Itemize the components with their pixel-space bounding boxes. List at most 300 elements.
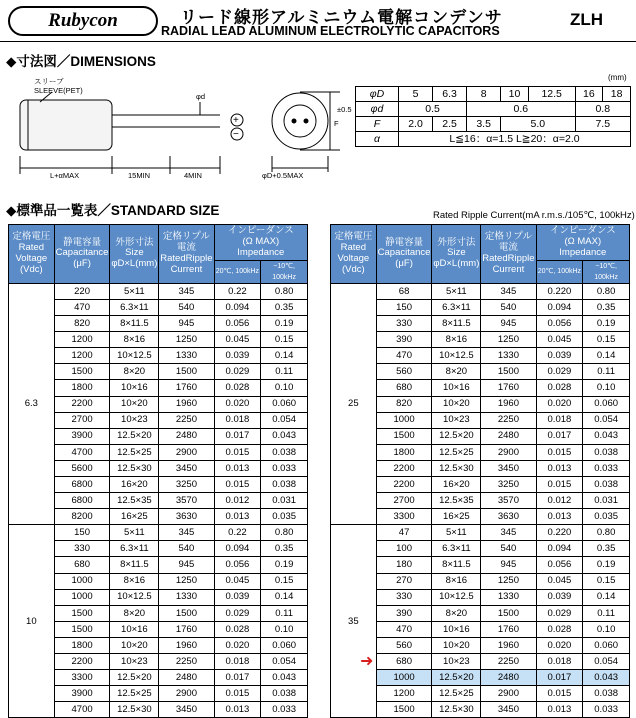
table-cell: 1250: [159, 573, 214, 589]
table-cell: 1000: [54, 589, 110, 605]
table-cell: 0.14: [583, 589, 630, 605]
table-cell: 12.5×25: [432, 444, 481, 460]
table-cell: 12.5×35: [110, 493, 159, 509]
tolerance-label: ±0.5: [337, 105, 352, 114]
voltage-cell: 6.3: [9, 283, 55, 524]
table-cell: 10×23: [110, 654, 159, 670]
table-cell: 2900: [481, 444, 536, 460]
table-cell: 345: [481, 283, 536, 299]
cell: 8: [467, 87, 501, 102]
sleeve-label-jp: スリーブ: [34, 77, 64, 86]
table-cell: 16×25: [110, 509, 159, 525]
ripple-current-note: Rated Ripple Current(mA r.m.s./105℃, 100kHz): [433, 210, 635, 221]
l-alpha-max-label: L+αMAX: [50, 171, 80, 180]
table-cell: 3450: [159, 460, 214, 476]
cell: 0.5: [399, 102, 467, 117]
table-cell: 8×11.5: [110, 557, 159, 573]
table-cell: 945: [159, 557, 214, 573]
table-cell: 0.054: [583, 654, 630, 670]
table-row: [331, 348, 630, 364]
table-cell: 4700: [54, 702, 110, 718]
table-cell: 8×11.5: [432, 557, 481, 573]
table-cell: 2200: [54, 654, 110, 670]
table-cell: 2250: [481, 654, 536, 670]
table-cell: 12.5×20: [110, 428, 159, 444]
table-row: [9, 637, 308, 653]
cell: 18: [603, 87, 631, 102]
table-cell: 10×20: [432, 637, 481, 653]
table-row: [331, 509, 630, 525]
table-cell: 1960: [481, 637, 536, 653]
table-cell: 12.5×20: [432, 428, 481, 444]
table-row: [331, 557, 630, 573]
table-row: [9, 493, 308, 509]
table-cell: 1000: [376, 412, 432, 428]
table-cell: 6800: [54, 493, 110, 509]
table-cell: 2200: [376, 476, 432, 492]
table-cell: 0.017: [214, 428, 261, 444]
table-cell: 0.039: [214, 589, 261, 605]
cell: 7.5: [575, 117, 630, 132]
table-cell: 3900: [54, 686, 110, 702]
unit-mm: (mm): [608, 73, 627, 82]
table-cell: 3250: [481, 476, 536, 492]
table-row: [9, 589, 308, 605]
table-cell: 0.15: [583, 332, 630, 348]
table-row: [331, 493, 630, 509]
table-cell: 6.3×11: [110, 541, 159, 557]
table-cell: 0.013: [214, 509, 261, 525]
dia-max-label: φD+0.5MAX: [262, 171, 304, 180]
table-cell: 0.80: [261, 283, 308, 299]
table-cell: 5600: [54, 460, 110, 476]
table-cell: 12.5×30: [110, 460, 159, 476]
cell: 3.5: [467, 117, 501, 132]
table-cell: 0.028: [536, 621, 583, 637]
table-cell: 0.035: [583, 509, 630, 525]
table-cell: 47: [376, 525, 432, 541]
table-cell: 0.220: [536, 283, 583, 299]
table-cell: 10×20: [110, 396, 159, 412]
table-cell: 0.018: [214, 412, 261, 428]
table-cell: 0.19: [583, 316, 630, 332]
table-cell: 10×23: [110, 412, 159, 428]
table-cell: 0.19: [261, 316, 308, 332]
table-cell: 8×11.5: [432, 316, 481, 332]
table-row: [331, 621, 630, 637]
table-cell: 0.045: [214, 332, 261, 348]
table-cell: 1500: [376, 702, 432, 718]
table-row: [9, 380, 308, 396]
table-cell: 0.013: [536, 509, 583, 525]
table-cell: 6.3×11: [110, 299, 159, 315]
ripple-header: 定格リプル 電流 RatedRipple Current: [159, 225, 214, 284]
table-cell: 0.015: [536, 476, 583, 492]
table-cell: 0.029: [536, 605, 583, 621]
table-row: [331, 589, 630, 605]
table-cell: 0.013: [536, 702, 583, 718]
table-cell: 6.3×11: [432, 299, 481, 315]
table-cell: 345: [159, 283, 214, 299]
table-cell: 0.029: [214, 605, 261, 621]
table-cell: 0.018: [536, 654, 583, 670]
table-cell: 1800: [376, 444, 432, 460]
table-cell: 10×23: [432, 654, 481, 670]
table-cell: 2900: [481, 686, 536, 702]
table-cell: 3450: [159, 702, 214, 718]
table-cell: 0.80: [583, 525, 630, 541]
table-cell: 150: [376, 299, 432, 315]
table-cell: 10×12.5: [110, 348, 159, 364]
table-row: [331, 637, 630, 653]
table-cell: 8200: [54, 509, 110, 525]
table-cell: 0.060: [261, 396, 308, 412]
table-cell: 12.5×30: [432, 702, 481, 718]
table-cell: 0.033: [261, 702, 308, 718]
table-cell: 0.15: [261, 332, 308, 348]
table-cell: 3630: [159, 509, 214, 525]
table-cell: 0.031: [583, 493, 630, 509]
table-cell: 8×16: [432, 573, 481, 589]
table-cell: 0.045: [214, 573, 261, 589]
table-cell: 470: [54, 299, 110, 315]
table-row: [331, 686, 630, 702]
title-japanese: リード線形アルミニウム電解コンデンサ: [180, 8, 503, 27]
cell: 2.0: [399, 117, 433, 132]
table-cell: 390: [376, 605, 432, 621]
minus-sign: −: [233, 129, 239, 140]
table-cell: 0.031: [261, 493, 308, 509]
table-cell: 6800: [54, 476, 110, 492]
table-cell: 0.043: [261, 670, 308, 686]
table-cell: 0.029: [536, 364, 583, 380]
table-cell: 390: [376, 332, 432, 348]
table-cell: 0.028: [536, 380, 583, 396]
size-header: 外形寸法 Size φD×L(mm): [110, 225, 159, 284]
table-cell: 1960: [159, 396, 214, 412]
table-cell: 12.5×25: [110, 444, 159, 460]
standard-table-right: [330, 224, 630, 718]
header-rule: [0, 41, 636, 42]
table-cell: 3300: [54, 670, 110, 686]
table-cell: 3300: [376, 509, 432, 525]
table-cell: 12.5×25: [110, 686, 159, 702]
table-row: [331, 428, 630, 444]
table-cell: 0.15: [261, 573, 308, 589]
table-cell: 12.5×20: [432, 670, 481, 686]
table-cell: 1330: [481, 589, 536, 605]
row-head: φd: [356, 102, 399, 117]
table-row: [331, 412, 630, 428]
cell: 2.5: [433, 117, 467, 132]
table-cell: 1500: [159, 605, 214, 621]
table-cell: 0.10: [261, 380, 308, 396]
table-cell: 4700: [54, 444, 110, 460]
table-cell: 8×16: [110, 573, 159, 589]
impedance-header: インピーダンス (Ω MAX) Impedance: [214, 225, 307, 261]
table-row: [9, 332, 308, 348]
table-cell: 16×20: [110, 476, 159, 492]
table-cell: 2480: [159, 670, 214, 686]
table-cell: 2900: [159, 686, 214, 702]
table-cell: 0.35: [583, 299, 630, 315]
table-cell: 0.22: [214, 525, 261, 541]
table-cell: 0.056: [214, 557, 261, 573]
table-cell: 0.013: [536, 460, 583, 476]
table-cell: 1250: [481, 573, 536, 589]
table-cell: 820: [54, 316, 110, 332]
table-cell: 5×11: [110, 525, 159, 541]
table-cell: 0.038: [583, 476, 630, 492]
table-row: [331, 460, 630, 476]
sleeve-label-en: SLEEVE(PET): [34, 86, 83, 95]
table-cell: 1330: [159, 589, 214, 605]
table-cell: 945: [159, 316, 214, 332]
table-cell: 0.015: [536, 444, 583, 460]
table-cell: 1800: [54, 637, 110, 653]
table-cell: 0.012: [214, 493, 261, 509]
table-cell: 0.033: [261, 460, 308, 476]
table-cell: 0.35: [583, 541, 630, 557]
table-row: [331, 670, 630, 686]
voltage-header: 定格電圧 Rated Voltage (Vdc): [331, 225, 377, 284]
table-row: [331, 316, 630, 332]
table-cell: 0.013: [214, 702, 261, 718]
table-cell: 1500: [54, 605, 110, 621]
table-cell: 0.35: [261, 541, 308, 557]
table-cell: 0.017: [536, 670, 583, 686]
size-header: 外形寸法 Size φD×L(mm): [432, 225, 481, 284]
table-cell: 0.15: [583, 573, 630, 589]
table-cell: 0.015: [536, 686, 583, 702]
table-cell: 16×20: [432, 476, 481, 492]
table-row: [9, 460, 308, 476]
table-row: [9, 686, 308, 702]
table-cell: 10×16: [110, 621, 159, 637]
cell: L≦16：α=1.5 L≧20：α=2.0: [399, 132, 631, 147]
table-cell: 12.5×25: [432, 686, 481, 702]
table-cell: 0.028: [214, 621, 261, 637]
table-row: [9, 621, 308, 637]
table-cell: 0.020: [214, 637, 261, 653]
table-row: [331, 396, 630, 412]
table-cell: 0.19: [261, 557, 308, 573]
table-cell: 10×20: [110, 637, 159, 653]
table-cell: 0.017: [536, 428, 583, 444]
row-head: α: [356, 132, 399, 147]
table-cell: 0.045: [536, 332, 583, 348]
table-row: [331, 299, 630, 315]
table-cell: 0.80: [583, 283, 630, 299]
row-phi-D: [356, 87, 631, 102]
row-alpha: [356, 132, 631, 147]
impedance-20c-header: 20℃, 100kHz: [536, 261, 583, 284]
table-cell: 0.043: [583, 670, 630, 686]
table-cell: 0.017: [214, 670, 261, 686]
table-cell: 12.5×30: [110, 702, 159, 718]
table-cell: 1500: [159, 364, 214, 380]
table-cell: 0.054: [583, 412, 630, 428]
table-cell: 0.056: [536, 316, 583, 332]
table-row: [331, 476, 630, 492]
table-row: [331, 332, 630, 348]
table-cell: 1960: [159, 637, 214, 653]
row-F: [356, 117, 631, 132]
table-cell: 0.11: [583, 605, 630, 621]
table-cell: 0.018: [214, 654, 261, 670]
table-cell: 3250: [159, 476, 214, 492]
table-cell: 1960: [481, 396, 536, 412]
dimensions-table: [355, 86, 631, 147]
f-label: F: [334, 119, 339, 128]
table-cell: 2480: [481, 670, 536, 686]
table-cell: 10×23: [432, 412, 481, 428]
table-cell: 0.038: [583, 686, 630, 702]
table-cell: 10×12.5: [110, 589, 159, 605]
table-cell: 0.220: [536, 525, 583, 541]
table-row: [9, 283, 308, 299]
table-cell: 1250: [159, 332, 214, 348]
table-cell: 1500: [54, 621, 110, 637]
cell: 10: [501, 87, 529, 102]
table-cell: 0.056: [214, 316, 261, 332]
table-row: [9, 654, 308, 670]
table-cell: 0.14: [261, 589, 308, 605]
table-cell: 3450: [481, 702, 536, 718]
voltage-header: 定格電圧 Rated Voltage (Vdc): [9, 225, 55, 284]
table-cell: 1760: [481, 380, 536, 396]
impedance-m10c-header: −10℃, 100kHz: [261, 261, 308, 284]
table-row: [331, 283, 630, 299]
table-cell: 0.039: [536, 589, 583, 605]
table-cell: 1250: [481, 332, 536, 348]
table-row: [9, 412, 308, 428]
table-row: [331, 444, 630, 460]
table-cell: 270: [376, 573, 432, 589]
table-cell: 10×16: [432, 621, 481, 637]
table-cell: 8×11.5: [110, 316, 159, 332]
table-cell: 2700: [54, 412, 110, 428]
cell: 0.8: [575, 102, 630, 117]
table-cell: 0.015: [214, 476, 261, 492]
table-cell: 345: [159, 525, 214, 541]
table-cell: 0.060: [583, 637, 630, 653]
table-cell: 0.028: [214, 380, 261, 396]
table-cell: 540: [159, 541, 214, 557]
table-cell: 10×20: [432, 396, 481, 412]
table-cell: 0.020: [214, 396, 261, 412]
table-cell: 1500: [481, 605, 536, 621]
table-cell: 1500: [54, 364, 110, 380]
table-cell: 2480: [481, 428, 536, 444]
table-cell: 100: [376, 541, 432, 557]
table-cell: 5×11: [432, 283, 481, 299]
table-cell: 0.043: [583, 428, 630, 444]
capacitance-header: 静電容量 Capacitance (μF): [376, 225, 432, 284]
table-cell: 1800: [54, 380, 110, 396]
table-row: [9, 670, 308, 686]
table-cell: 2200: [54, 396, 110, 412]
table-row: [9, 573, 308, 589]
table-row: [9, 444, 308, 460]
table-cell: 1330: [481, 348, 536, 364]
table-cell: 345: [481, 525, 536, 541]
table-row: [9, 364, 308, 380]
table-cell: 2200: [376, 460, 432, 476]
table-row: [9, 541, 308, 557]
table-cell: 540: [481, 299, 536, 315]
table-cell: 0.11: [261, 364, 308, 380]
dimensions-heading: ◆寸法図／DIMENSIONS: [6, 54, 156, 69]
table-row: [331, 654, 630, 670]
table-row: [9, 348, 308, 364]
table-cell: 1200: [376, 686, 432, 702]
table-cell: 6.3×11: [432, 541, 481, 557]
table-cell: 470: [376, 621, 432, 637]
table-row: [9, 605, 308, 621]
table-row: [331, 702, 630, 718]
table-cell: 330: [376, 316, 432, 332]
table-cell: 2250: [159, 654, 214, 670]
table-cell: 12.5×30: [432, 460, 481, 476]
table-cell: 0.10: [583, 380, 630, 396]
table-cell: 0.015: [214, 444, 261, 460]
phi-d-label: φd: [196, 92, 206, 101]
standard-table-left: [8, 224, 308, 718]
table-cell: 0.80: [261, 525, 308, 541]
table-cell: 0.013: [214, 460, 261, 476]
table-cell: 0.033: [583, 460, 630, 476]
table-cell: 16×25: [432, 509, 481, 525]
table-cell: 8×16: [432, 332, 481, 348]
row-head: F: [356, 117, 399, 132]
table-cell: 0.015: [214, 686, 261, 702]
table-cell: 0.038: [583, 444, 630, 460]
table-cell: 0.029: [214, 364, 261, 380]
table-cell: 0.10: [583, 621, 630, 637]
table-cell: 0.060: [583, 396, 630, 412]
cell: 5.0: [501, 117, 575, 132]
table-cell: 0.018: [536, 412, 583, 428]
table-row: [331, 605, 630, 621]
table-cell: 820: [376, 396, 432, 412]
table-cell: 0.045: [536, 573, 583, 589]
table-cell: 0.054: [261, 654, 308, 670]
highlight-arrow-icon: ➜: [360, 653, 374, 670]
table-cell: 0.035: [261, 509, 308, 525]
table-cell: 0.10: [261, 621, 308, 637]
table-cell: 10×16: [432, 380, 481, 396]
capacitance-header: 静電容量 Capacitance (μF): [54, 225, 110, 284]
table-cell: 12.5×35: [432, 493, 481, 509]
table-cell: 8×16: [110, 332, 159, 348]
table-row: [331, 380, 630, 396]
table-cell: 10×16: [110, 380, 159, 396]
table-cell: 220: [54, 283, 110, 299]
cell: 16: [575, 87, 603, 102]
table-cell: 945: [481, 557, 536, 573]
table-cell: 8×20: [432, 605, 481, 621]
table-cell: 3570: [481, 493, 536, 509]
table-cell: 150: [54, 525, 110, 541]
table-cell: 0.038: [261, 444, 308, 460]
table-cell: 1330: [159, 348, 214, 364]
table-row: [331, 541, 630, 557]
impedance-m10c-header: −10℃, 100kHz: [583, 261, 630, 284]
table-cell: 3630: [481, 509, 536, 525]
table-cell: 0.020: [536, 637, 583, 653]
lead-4min-label: 4MIN: [184, 171, 202, 180]
